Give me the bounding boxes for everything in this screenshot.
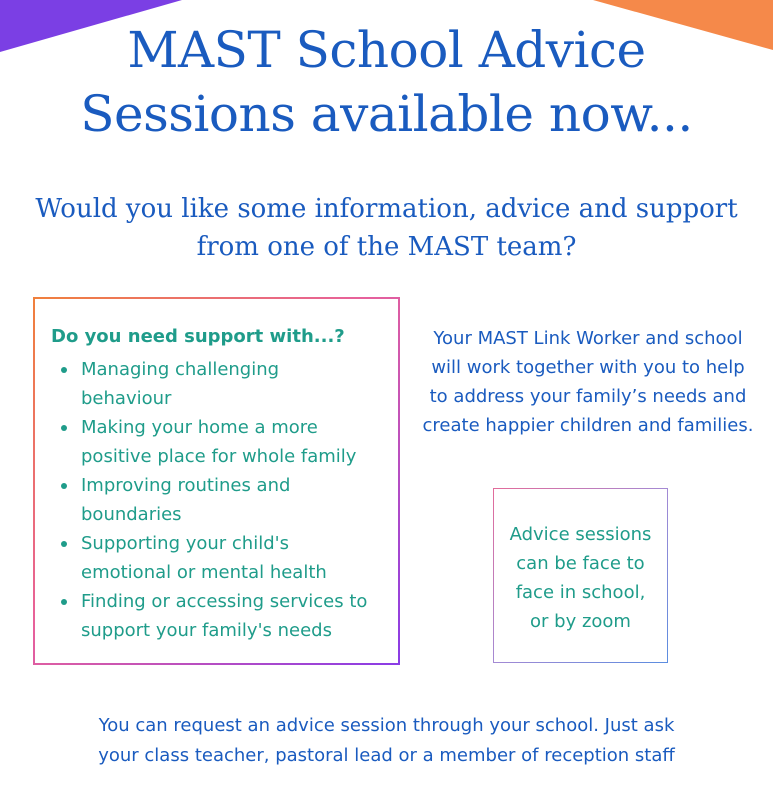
bullet-icon xyxy=(61,425,67,431)
advice-line: Advice sessions xyxy=(509,524,652,545)
list-item-line: behaviour xyxy=(81,388,172,409)
link-worker-text xyxy=(410,324,766,440)
bullet-icon xyxy=(61,367,67,373)
list-item-line: Supporting your child's xyxy=(81,533,289,554)
support-list xyxy=(81,355,401,645)
link-worker-line: will work together with you to help xyxy=(431,357,745,378)
support-box xyxy=(33,297,400,665)
title-line: MAST School Advice xyxy=(127,21,646,79)
support-heading: Do you need support with...? xyxy=(51,326,345,347)
list-item-line: emotional or mental health xyxy=(81,562,327,583)
subtitle-line: from one of the MAST team? xyxy=(196,232,577,262)
list-item xyxy=(81,529,401,587)
advice-line: face in school, xyxy=(515,582,646,603)
bullet-icon xyxy=(61,483,67,489)
bullet-icon xyxy=(61,541,67,547)
advice-text xyxy=(494,520,667,636)
link-worker-line: to address your family’s needs and xyxy=(429,386,747,407)
link-worker-line: Your MAST Link Worker and school xyxy=(433,328,743,349)
list-item-line: Improving routines and xyxy=(81,475,291,496)
footer-text xyxy=(0,711,773,771)
footer-line: You can request an advice session through your school. Just ask xyxy=(98,715,675,736)
page-subtitle xyxy=(0,190,773,266)
list-item xyxy=(81,471,401,529)
list-item-line: Managing challenging xyxy=(81,359,280,380)
footer-line: your class teacher, pastoral lead or a member of reception staff xyxy=(98,745,675,766)
page-title xyxy=(0,18,773,146)
subtitle-line: Would you like some information, advice and support xyxy=(35,194,738,224)
advice-line: or by zoom xyxy=(530,611,631,632)
list-item-line: support your family's needs xyxy=(81,620,332,641)
list-item xyxy=(81,413,401,471)
link-worker-line: create happier children and families. xyxy=(422,415,754,436)
list-item-line: Making your home a more xyxy=(81,417,318,438)
title-line: Sessions available now... xyxy=(80,85,693,143)
list-item xyxy=(81,587,401,645)
list-item xyxy=(81,355,401,413)
advice-box xyxy=(493,488,668,663)
list-item-line: Finding or accessing services to xyxy=(81,591,368,612)
list-item-line: positive place for whole family xyxy=(81,446,357,467)
list-item-line: boundaries xyxy=(81,504,182,525)
bullet-icon xyxy=(61,599,67,605)
advice-line: can be face to xyxy=(516,553,645,574)
